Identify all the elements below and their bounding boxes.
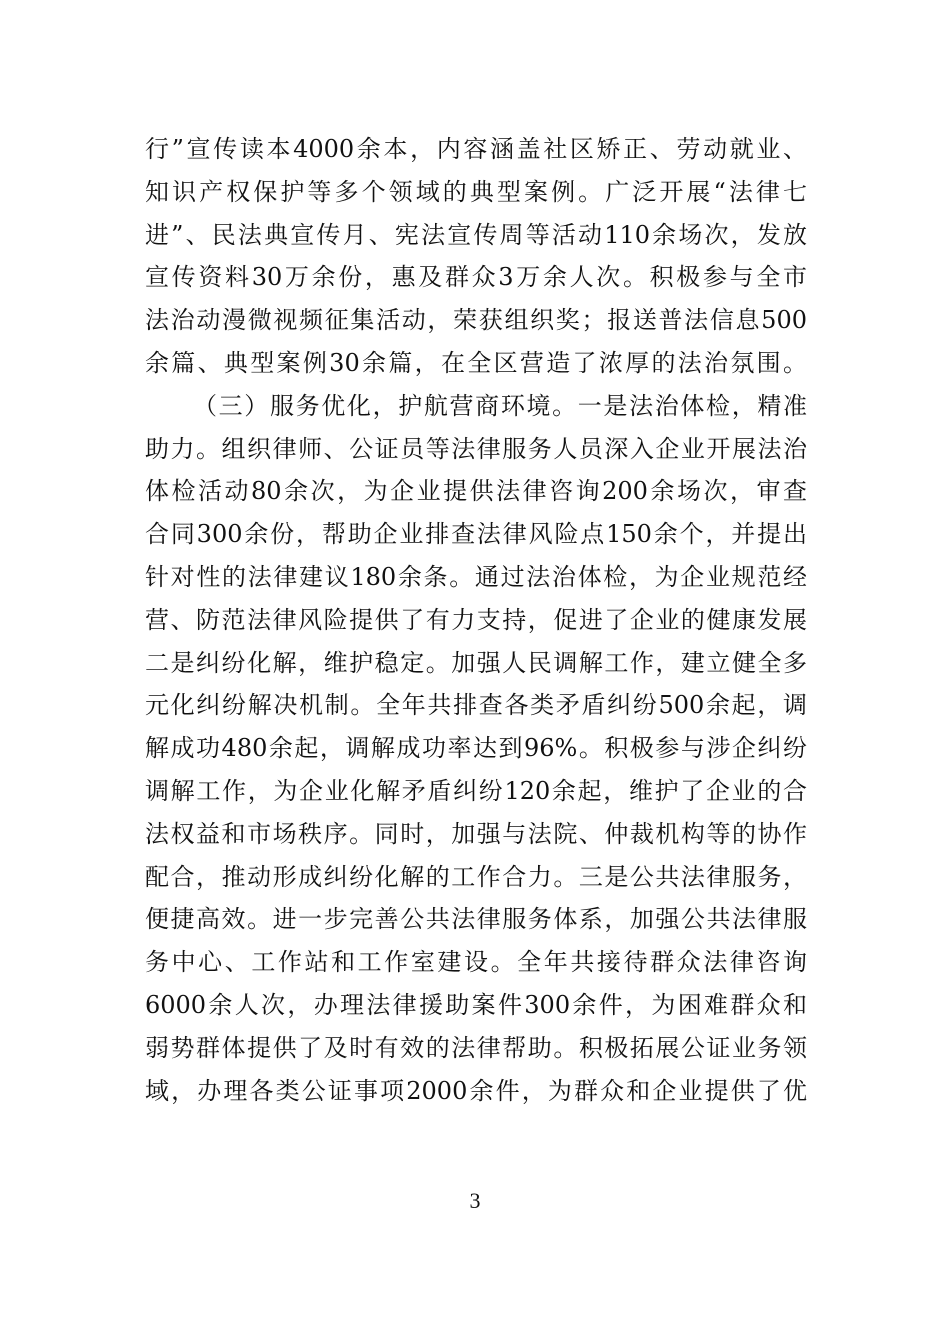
text-line: 务中心、工作站和工作室建设。全年共接待群众法律咨询 — [145, 948, 807, 977]
text-line: 便捷高效。进一步完善公共法律服务体系，加强公共法律服 — [145, 905, 807, 934]
text-line: 体检活动80余次，为企业提供法律咨询200余场次，审查 — [145, 477, 807, 506]
text-line: 行”宣传读本4000余本，内容涵盖社区矫正、劳动就业、 — [145, 135, 807, 163]
text-line: 助力。组织律师、公证员等法律服务人员深入企业开展法治 — [145, 434, 807, 463]
text-line: 解成功480余起，调解成功率达到96%。积极参与涉企纠纷 — [145, 734, 807, 763]
text-line: 弱势群体提供了及时有效的法律帮助。积极拓展公证业务领 — [145, 1033, 807, 1062]
text-line: 宣传资料30万余份，惠及群众3万余人次。积极参与全市 — [145, 263, 807, 292]
page-number: 3 — [469, 1188, 481, 1213]
text-line: 进”、民法典宣传月、宪法宣传周等活动110余场次，发放 — [145, 220, 807, 249]
text-line: 6000余人次，办理法律援助案件300余件，为困难群众和 — [145, 990, 807, 1019]
text-line: 知识产权保护等多个领域的典型案例。广泛开展“法律七 — [145, 177, 807, 206]
text-line: 二是纠纷化解，维护稳定。加强人民调解工作，建立健全多 — [145, 648, 807, 677]
text-line: 域，办理各类公证事项2000余件，为群众和企业提供了优 — [145, 1076, 807, 1105]
text-line: 合同300余份，帮助企业排查法律风险点150余个，并提出 — [145, 520, 807, 549]
text-line: 元化纠纷解决机制。全年共排查各类矛盾纠纷500余起，调 — [145, 691, 807, 720]
text-line: 调解工作，为企业化解矛盾纠纷120余起，维护了企业的合 — [145, 776, 807, 805]
text-line: 余篇、典型案例30余篇，在全区营造了浓厚的法治氛围。 — [145, 348, 807, 377]
text-line: 法治动漫微视频征集活动，荣获组织奖；报送普法信息500 — [145, 306, 807, 335]
text-line: 法权益和市场秩序。同时，加强与法院、仲裁机构等的协作 — [145, 819, 807, 848]
section-heading-line: （三）服务优化，护航营商环境。一是法治体检，精准 — [193, 391, 807, 420]
text-line: 配合，推动形成纠纷化解的工作合力。三是公共法律服务， — [145, 862, 807, 891]
document-body — [145, 128, 807, 1112]
text-line: 针对性的法律建议180余条。通过法治体检，为企业规范经 — [145, 562, 807, 591]
text-line: 营、防范法律风险提供了有力支持，促进了企业的健康发展 — [145, 605, 807, 634]
